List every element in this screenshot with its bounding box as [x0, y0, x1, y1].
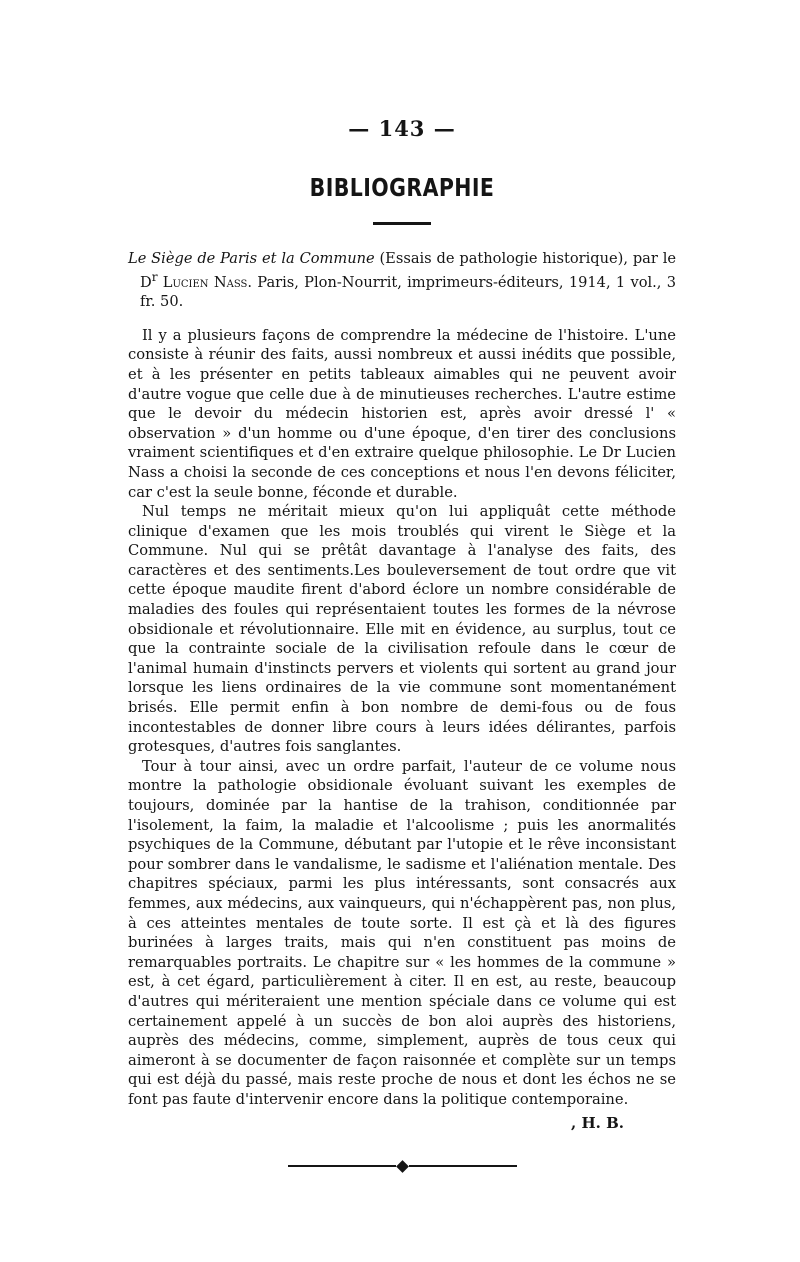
heading-rule	[373, 222, 431, 225]
review-paragraph-1: Il y a plusieurs façons de comprendre la médecine de l'histoire. L'une consiste à réunir des faits, aussi nombreux et aussi inédits que possible, et à les présenter en petits tableaux aimables qui ne peuvent avoir d'autre vogue que celle due à de minutieuses recherches. L'autre estime que le devoir du médecin historien est, après avoir dressé l' « observation » d'un homme ou d'une époque, d'en tirer des conclusions vraiment scientifiques et d'en extraire quelque philosophie. Le Dr Lucien Nass a choisi la seconde de ces conceptions et nous l'en devons féliciter, car c'est la seule bonne, féconde et durable.	[128, 326, 676, 501]
book-page	[128, 112, 676, 1171]
ornament-line-right	[409, 1165, 517, 1167]
page-heading: BIBLIOGRAPHIE	[309, 173, 495, 202]
book-title: Le Siège de Paris et la Commune	[128, 250, 375, 267]
book-publisher: . Paris, Plon-Nourrit, imprimeurs-éditeurs, 1914, 1 vol., 3 fr. 50.	[140, 274, 676, 311]
book-subtitle: (Essais de pathologie historique), par le D	[140, 250, 676, 292]
book-author: Lucien Nass	[157, 274, 248, 292]
review-paragraph-3: Tour à tour ainsi, avec un ordre parfait, l'auteur de ce volume nous montre la pathologie obsidionale évoluant suivant les exemples de toujours, dominée par la hantise de la trahison, conditionnée par l'isolement, la faim, la maladie et l'alcoolisme ; puis les anormalités psychiques de la Commune, débutant par l'utopie et le rêve inconsistant pour sombrer dans le vandalisme, le sadisme et l'aliénation mentale. Des chapitres spéciaux, parmi les plus intéressants, sont consacrés aux femmes, aux médecins, aux vainqueurs, qui n'échappèrent pas, non plus, à ces atteintes mentales de toute sorte. Il est çà et là des figures burinées à larges traits, mais qui n'en constituent pas moins de remarquables portraits. Le chapitre sur « les hommes de la commune » est, à cet égard, particulièrement à citer. Il en est, au reste, beaucoup d'autres qui mériteraient une mention spéciale dans ce volume qui est certainement appelé à un succès de bon aloi auprès des historiens, auprès des médecins, comme, simplement, auprès de tous ceux qui aimeront à se documenter de façon raisonnée et complète sur un temps qui est déjà du passé, mais reste proche de nous et dont les échos ne se font pas faute d'intervenir encore dans la politique contemporaine.	[128, 757, 676, 1108]
bibliographic-citation	[128, 249, 676, 312]
review-paragraph-2: Nul temps ne méritait mieux qu'on lui appliquât cette méthode clinique d'examen que les mois troublés qui virent le Siège et la Commune. Nul qui se prêtât davantage à l'analyse des faits, des caractères et des sentiments.Les bouleversement de tout ordre que vit cette époque maudite firent d'abord éclore un nombre considérable de maladies des foules qui représentaient toutes les formes de la névrose obsidionale et révolutionnaire. Elle mit en évidence, au surplus, tout ce que la contrainte sociale de la civilisation refoule dans le cœur de l'animal humain d'instincts pervers et violents qui sortent au grand jour lorsque les liens ordinaires de la vie commune sont momentanément brisés. Elle permit enfin à bon nombre de demi-fous ou de fous incontestables de donner libre cours à leurs idées délirantes, parfois grotesques, d'autres fois sanglantes.	[128, 503, 676, 756]
page-number: — 143 —	[348, 116, 456, 141]
end-ornament	[128, 1162, 676, 1171]
diamond-icon	[396, 1160, 409, 1173]
ornament-line-left	[288, 1165, 396, 1167]
reviewer-signature: , H. B.	[571, 1113, 624, 1132]
dr-superscript: r	[151, 270, 158, 285]
